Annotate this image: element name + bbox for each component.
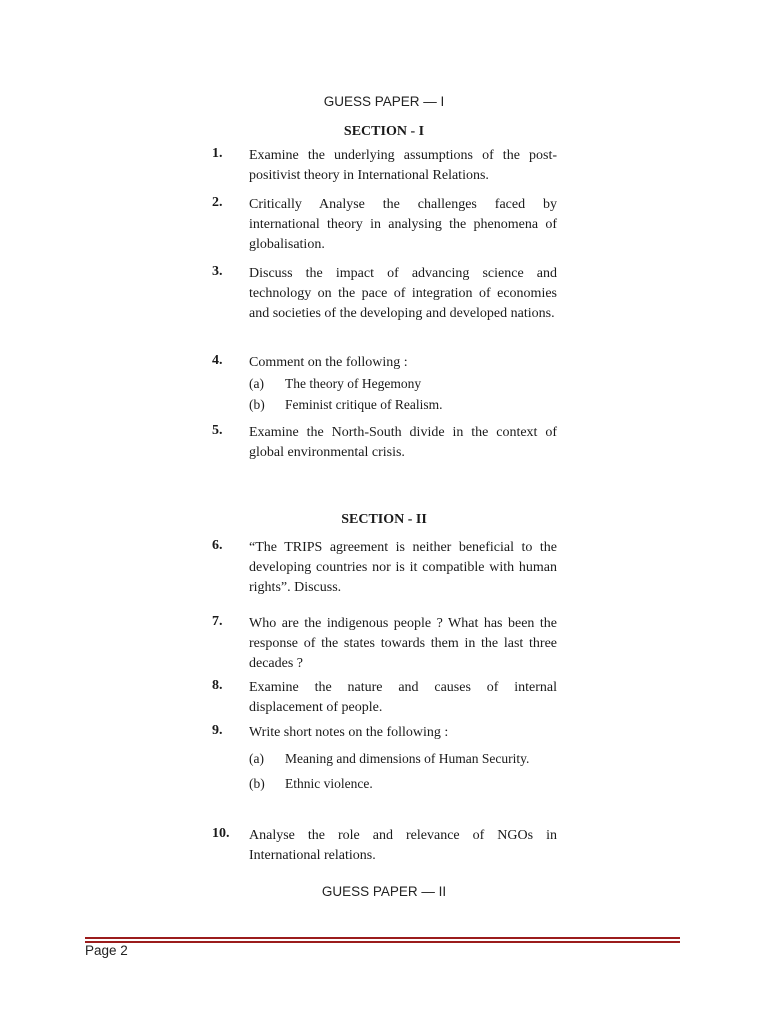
question-number: 9. (212, 723, 223, 738)
question-1 (212, 146, 557, 186)
sub-item-label: (b) (249, 397, 265, 412)
sub-item-b (249, 394, 557, 415)
question-text: Write short notes on the following : (249, 725, 449, 740)
question-9 (212, 723, 557, 794)
question-number: 8. (212, 678, 223, 693)
question-number: 10. (212, 826, 230, 841)
footer-rule-bottom (85, 941, 680, 943)
page-number: Page 2 (85, 943, 128, 958)
sub-item-text: Meaning and dimensions of Human Security. (285, 751, 530, 766)
question-number: 5. (212, 423, 223, 438)
sub-item-text: The theory of Hegemony (285, 376, 422, 391)
question-3 (212, 264, 557, 324)
question-text: Examine the North-South divide in the context of global environmental crisis. (249, 425, 557, 460)
sub-item-text: Ethnic violence. (285, 776, 373, 791)
question-text: Analyse the role and relevance of NGOs in International relations. (249, 828, 557, 863)
question-number: 1. (212, 146, 223, 161)
section-2-title: SECTION - II (341, 512, 427, 527)
question-text: Examine the nature and causes of internal displacement of people. (249, 680, 557, 715)
question-text: Comment on the following : (249, 355, 408, 370)
section-1-title: SECTION - I (343, 124, 425, 139)
question-6 (212, 538, 557, 598)
guess-paper-1-heading: GUESS PAPER — I (323, 94, 445, 109)
question-4 (212, 353, 557, 415)
sub-item-text: Feminist critique of Realism. (285, 397, 443, 412)
question-number: 7. (212, 614, 223, 629)
sub-item-label: (a) (249, 376, 264, 391)
question-7 (212, 614, 557, 674)
question-10 (212, 826, 557, 866)
question-number: 2. (212, 195, 223, 210)
question-text: Critically Analyse the challenges faced by international theory in analysing the phenomena of globalisation. (249, 197, 557, 252)
sub-item-a (249, 373, 557, 394)
question-8 (212, 678, 557, 718)
sub-item-b (249, 773, 557, 794)
guess-paper-2-heading: GUESS PAPER — II (321, 884, 447, 899)
question-number: 3. (212, 264, 223, 279)
question-number: 4. (212, 353, 223, 368)
sub-item-label: (b) (249, 776, 265, 791)
sub-item-a (249, 748, 557, 769)
question-text: Discuss the impact of advancing science and technology on the pace of integration of economies and societies of the developing and developed nations. (249, 266, 557, 321)
question-2 (212, 195, 557, 255)
sub-item-label: (a) (249, 751, 264, 766)
question-number: 6. (212, 538, 223, 553)
footer-rule-top (85, 937, 680, 939)
question-text: “The TRIPS agreement is neither beneficial to the developing countries nor is it compatible with human rights”. Discuss. (249, 540, 557, 595)
question-text: Examine the underlying assumptions of the post-positivist theory in International Relations. (249, 148, 557, 183)
question-text: Who are the indigenous people ? What has been the response of the states towards them in the last three decades ? (249, 616, 557, 671)
question-5 (212, 423, 557, 463)
